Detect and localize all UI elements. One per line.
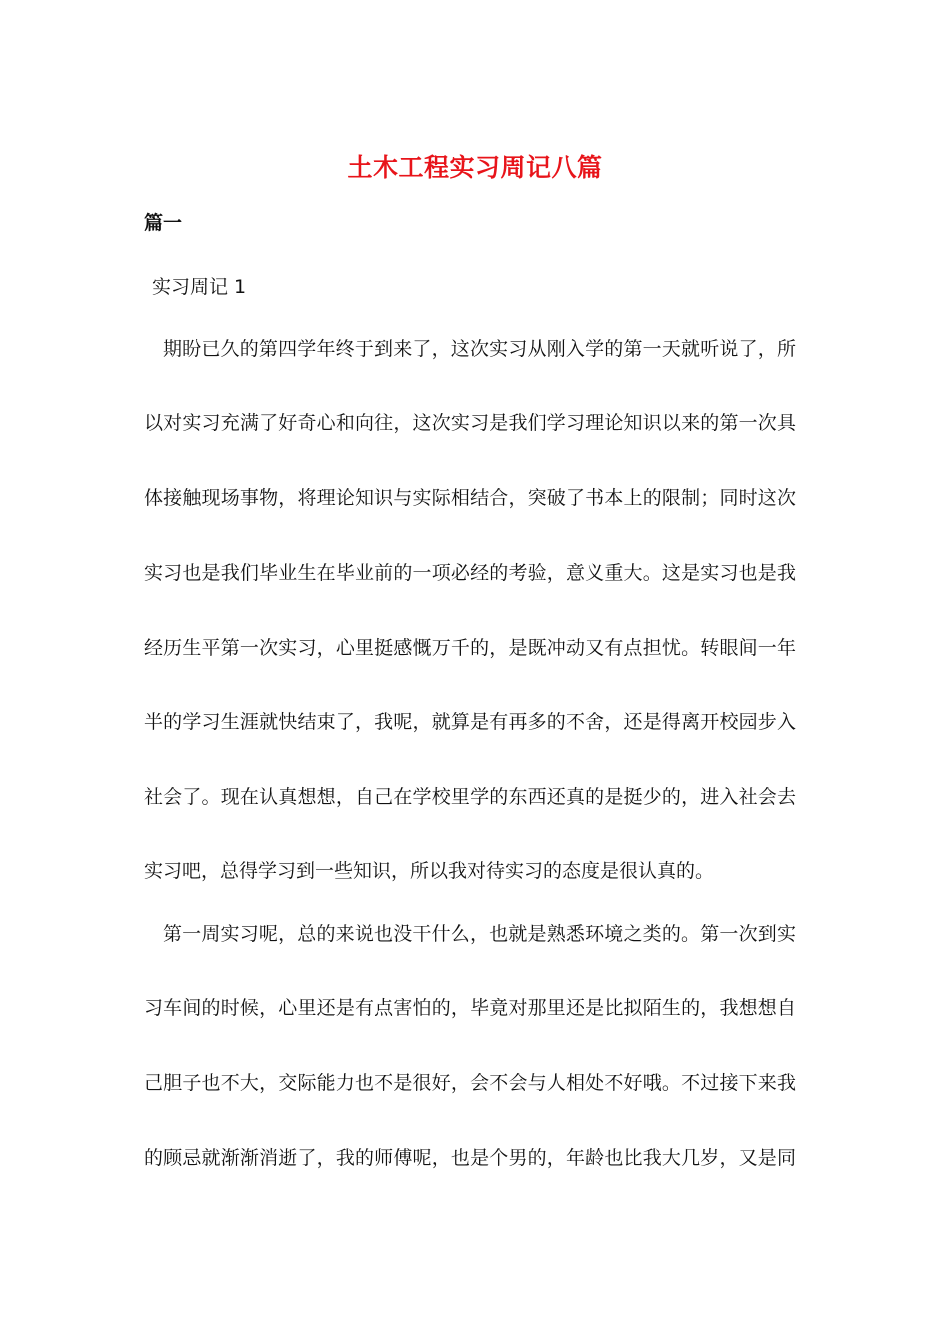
paragraph-1-line-2: 以对实习充满了好奇心和向往，这次实习是我们学习理论知识以来的第一次具 [144, 412, 796, 434]
document-title: 土木工程实习周记八篇 [347, 153, 603, 182]
paragraph-1-line-7: 社会了。现在认真想想，自己在学校里学的东西还真的是挺少的，进入社会去 [144, 786, 796, 808]
paragraph-1-line-4: 实习也是我们毕业生在毕业前的一项必经的考验，意义重大。这是实习也是我 [144, 562, 796, 584]
journal-subheading: 实习周记 1 [152, 276, 247, 298]
paragraph-1-line-1: 期盼已久的第四学年终于到来了，这次实习从刚入学的第一天就听说了，所 [163, 338, 796, 360]
paragraph-2-line-3: 己胆子也不大，交际能力也不是很好，会不会与人相处不好哦。不过接下来我 [144, 1072, 796, 1094]
paragraph-2-line-4: 的顾忌就渐渐消逝了，我的师傅呢，也是个男的，年龄也比我大几岁，又是同 [144, 1147, 796, 1169]
section-heading: 篇一 [144, 212, 183, 234]
paragraph-2-line-1: 第一周实习呢，总的来说也没干什么，也就是熟悉环境之类的。第一次到实 [163, 923, 796, 945]
paragraph-1-line-3: 体接触现场事物，将理论知识与实际相结合，突破了书本上的限制；同时这次 [144, 487, 796, 509]
paragraph-1-line-6: 半的学习生涯就快结束了，我呢，就算是有再多的不舍，还是得离开校园步入 [144, 711, 796, 733]
paragraph-2-line-2: 习车间的时候，心里还是有点害怕的，毕竟对那里还是比拟陌生的，我想想自 [144, 997, 796, 1019]
paragraph-1-line-8: 实习吧，总得学习到一些知识，所以我对待实习的态度是很认真的。 [144, 860, 715, 882]
paragraph-1-line-5: 经历生平第一次实习，心里挺感慨万千的，是既冲动又有点担忧。转眼间一年 [144, 637, 796, 659]
